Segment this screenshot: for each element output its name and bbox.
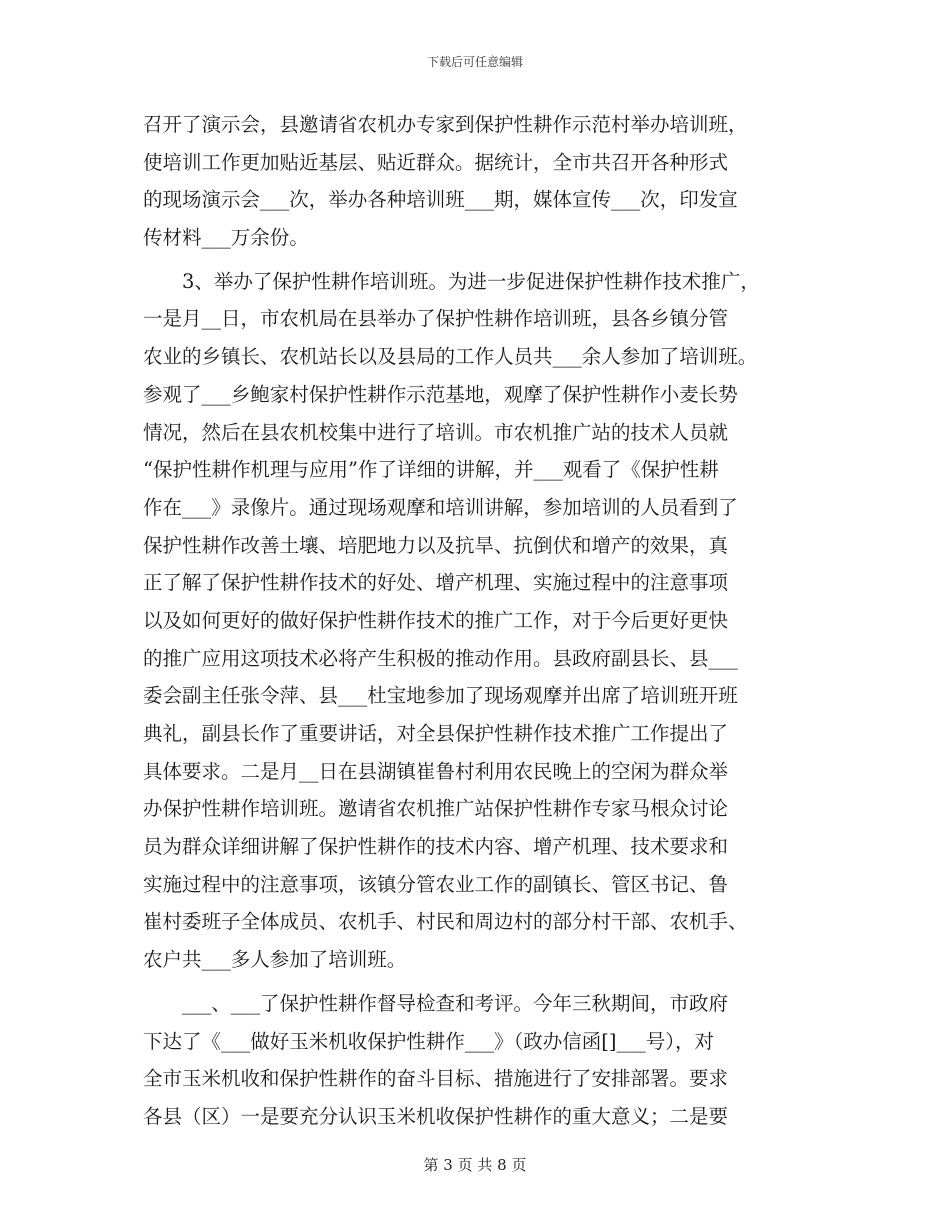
page-number: 第 3 页 共 8 页	[423, 1156, 527, 1174]
text-line: 典礼，副县长作了重要讲话，对全县保护性耕作技术推广工作提出了	[143, 722, 729, 745]
page-header: 下载后可任意编辑	[426, 55, 523, 69]
paragraph-training-classes	[143, 263, 823, 979]
text-line: 办保护性耕作培训班。邀请省农机推广站保护性耕作专家马根众讨论	[143, 797, 729, 821]
text-line: 崔村委班子全体成员、农机手、村民和周边村的部分村干部、农机手、	[143, 910, 748, 934]
text-line: 召开了演示会，县邀请省农机办专家到保护性耕作示范村举办培训班，	[143, 113, 748, 136]
text-line: 作在___》录像片。通过现场观摩和培训讲解，参加培训的人员看到了	[143, 495, 738, 519]
text-line: 具体要求。二是月__日在县湖镇崔鲁村利用农民晚上的空闲为群众举	[143, 759, 729, 783]
text-line: 实施过程中的注意事项，该镇分管农业工作的副镇长、管区书记、鲁	[143, 872, 729, 896]
text-line: 参观了___乡鲍家村保护性耕作示范基地，观摩了保护性耕作小麦长势	[143, 382, 738, 406]
text-line: 以及如何更好的做好保护性耕作技术的推广工作，对于今后更好更快	[143, 608, 729, 632]
text-line: 情况，然后在县农机校集中进行了培训。市农机推广站的技术人员就	[143, 420, 729, 444]
text-line: 使培训工作更加贴近基层、贴近群众。据统计，全市共召开各种形式	[143, 150, 729, 174]
text-line: 农业的乡镇长、农机站长以及县局的工作人员共___余人参加了培训班。	[143, 345, 758, 369]
document-body	[143, 106, 823, 1136]
text-line: 员为群众详细讲解了保护性耕作的技术内容、增产机理、技术要求和	[143, 835, 729, 859]
text-line: ___、___了保护性耕作督导检查和考评。今年三秋期间，市政府	[182, 991, 729, 1015]
text-line: 农户共___多人参加了培训班。	[143, 948, 407, 972]
text-line: 的现场演示会___次，举办各种培训班___期，媒体宣传___次，印发宣	[143, 188, 738, 212]
text-line: 各县（区）一是要充分认识玉米机收保护性耕作的重大意义；二是要	[143, 1104, 729, 1128]
text-line: 正了解了保护性耕作技术的好处、增产机理、实施过程中的注意事项	[143, 571, 729, 595]
text-line: “保护性耕作机理与应用”作了详细的讲解，并___观看了《保护性耕	[143, 458, 719, 482]
paragraph-inspection	[143, 985, 823, 1136]
text-line: 全市玉米机收和保护性耕作的奋斗目标、措施进行了安排部署。要求	[143, 1067, 729, 1091]
text-line: 保护性耕作改善土壤、培肥地力以及抗旱、抗倒伏和增产的效果，真	[143, 533, 729, 557]
paragraph-continuation	[143, 106, 823, 257]
text-line: 下达了《___做好玉米机收保护性耕作___》（政办信函[]___号），对	[143, 1029, 714, 1053]
text-line: 一是月__日，市农机局在县举办了保护性耕作培训班，县各乡镇分管	[143, 307, 729, 331]
text-line: 传材料___万余份。	[143, 226, 309, 250]
text-line: 3、举办了保护性耕作培训班。为进一步促进保护性耕作技术推广，	[182, 269, 760, 293]
text-line: 委会副主任张令萍、县___杜宝地参加了现场观摩并出席了培训班开班	[143, 684, 738, 708]
text-line: 的推广应用这项技术必将产生积极的推动作用。县政府副县长、县___	[143, 646, 738, 670]
